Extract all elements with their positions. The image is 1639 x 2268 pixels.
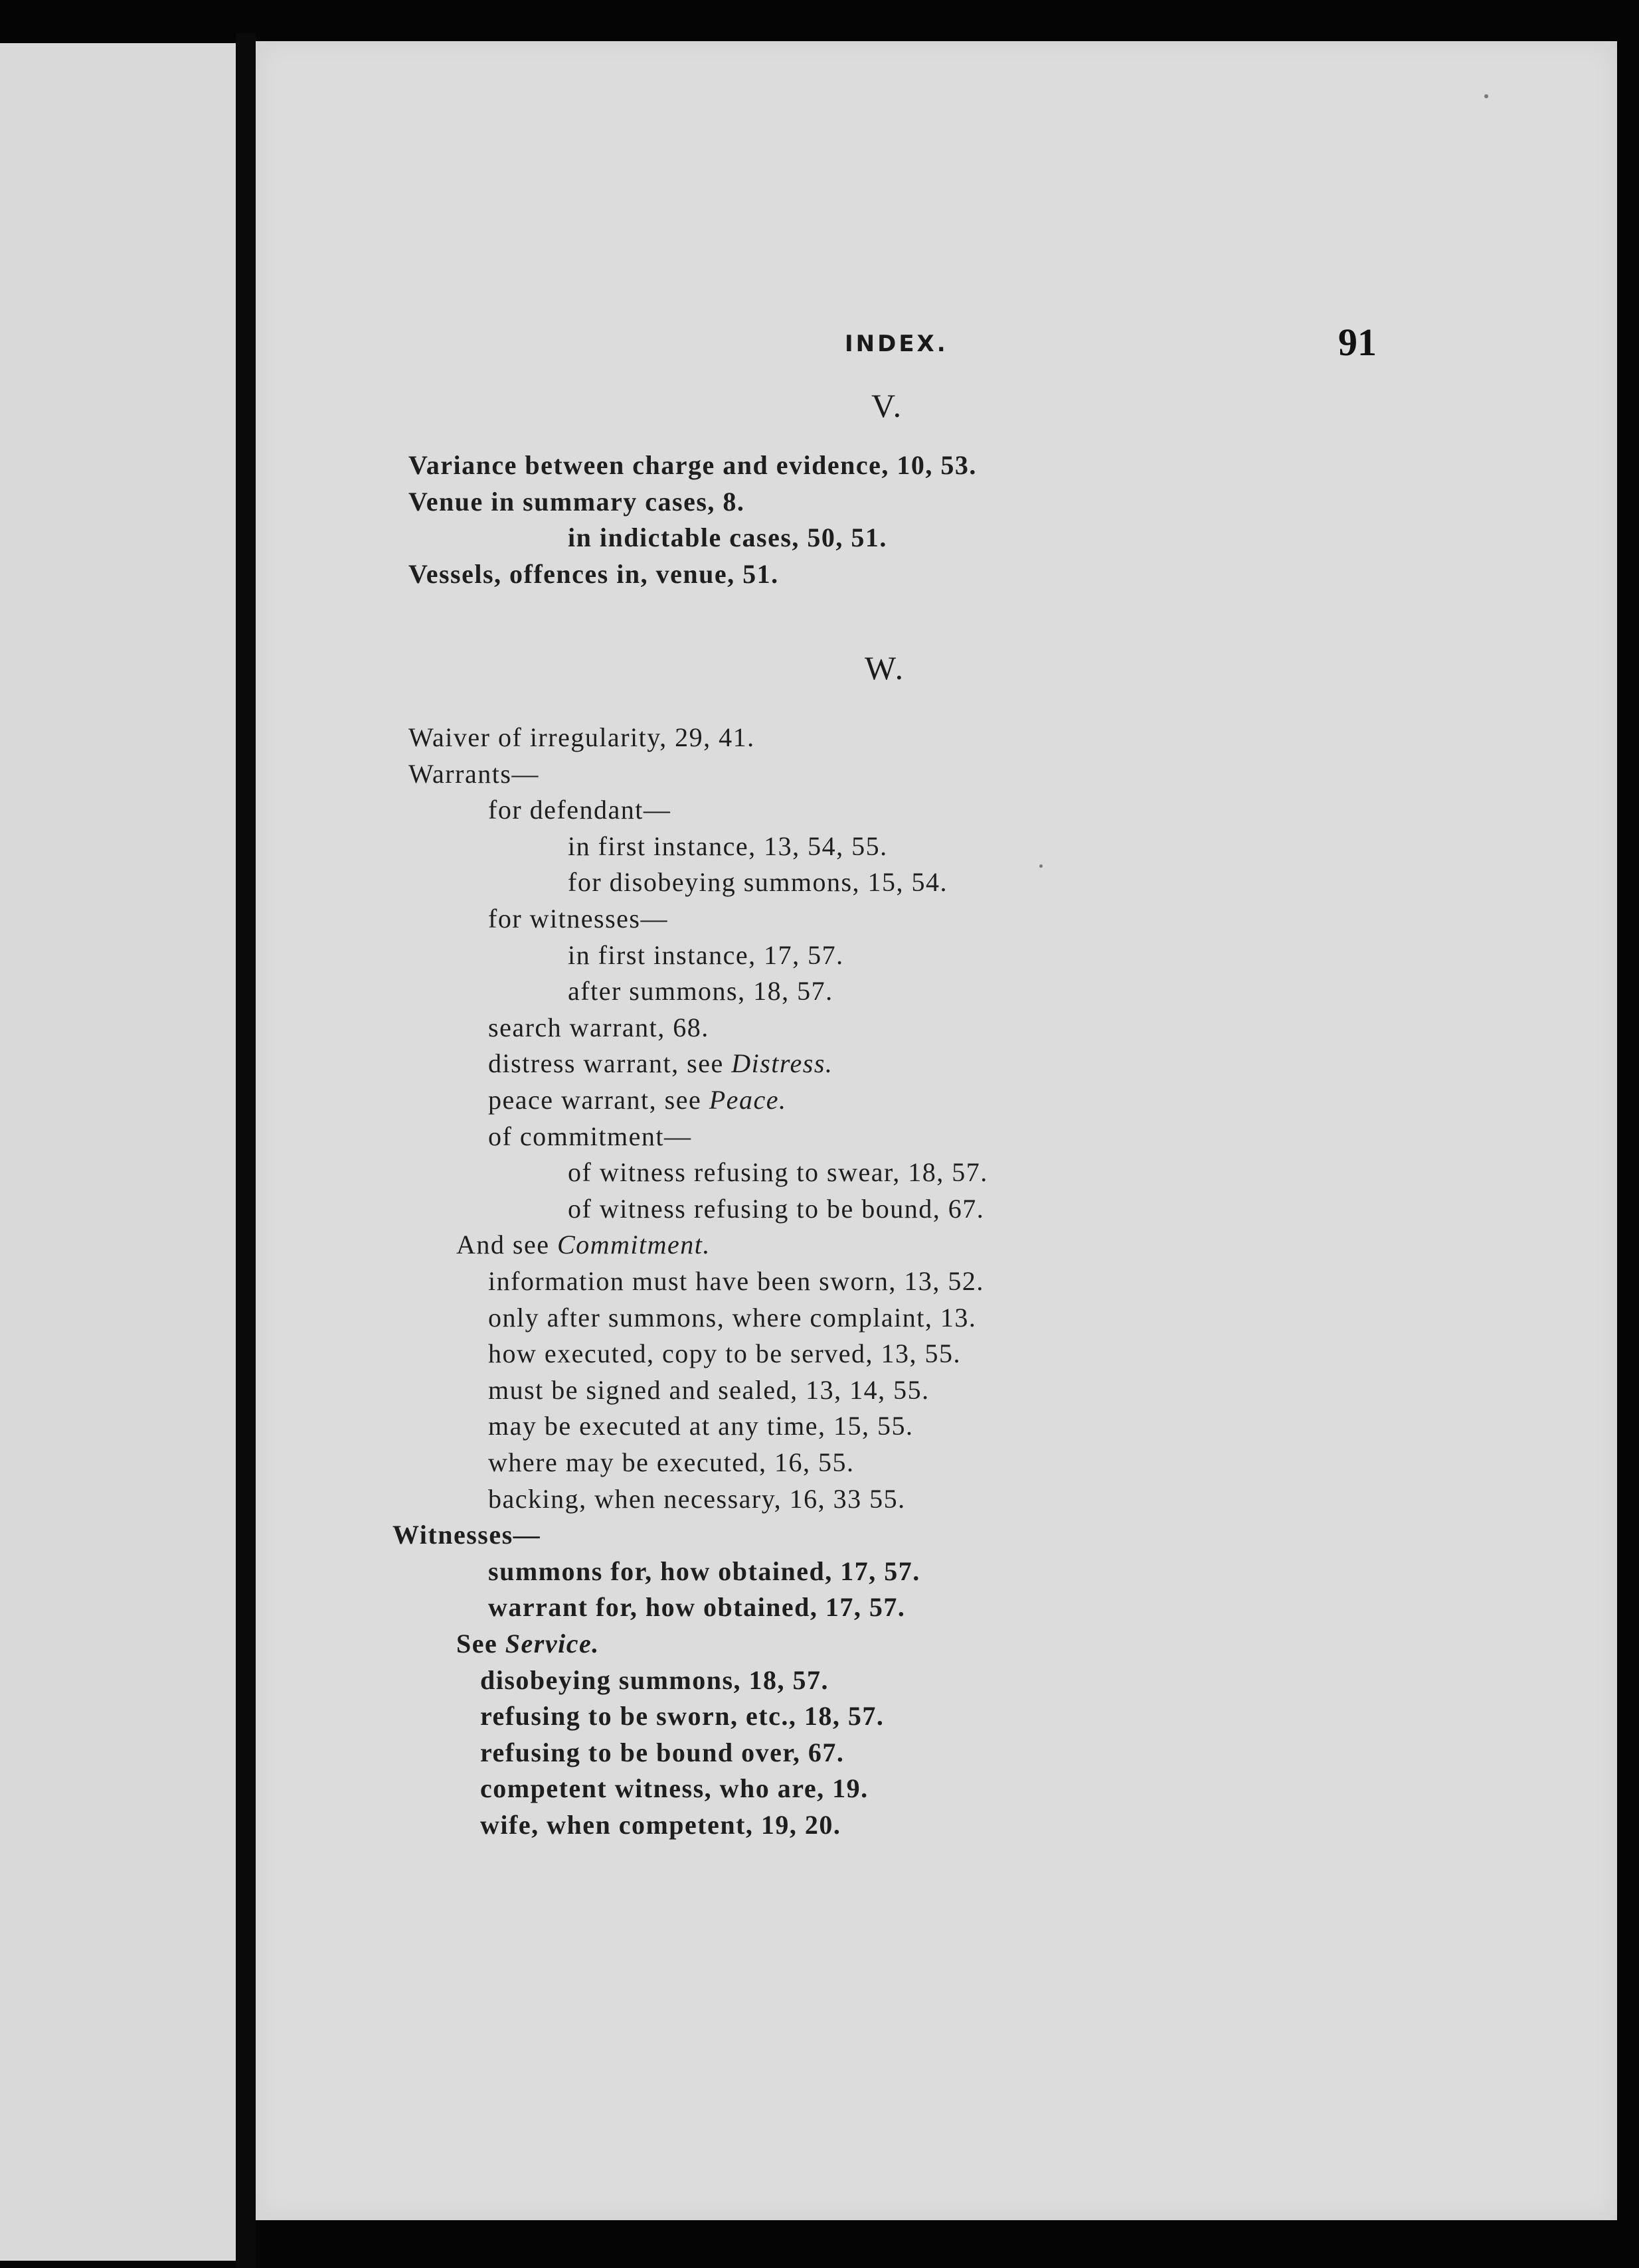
index-entry	[488, 1410, 913, 1441]
entry-text: refusing to be bound over, 67.	[480, 1737, 845, 1767]
entry-text: Vessels, offences in, venue, 51.	[408, 558, 779, 589]
facing-page-edge	[0, 43, 236, 2261]
index-entry	[480, 1700, 884, 1732]
index-entry	[488, 1012, 709, 1043]
index-entry	[488, 1048, 833, 1079]
index-entry	[568, 1193, 984, 1224]
entry-text: distress warrant, see	[488, 1048, 732, 1079]
entry-text: Variance between charge and evidence, 10, 53.	[408, 450, 977, 480]
entry-text: must be signed and sealed, 13, 14, 55.	[488, 1374, 930, 1405]
index-entry	[488, 903, 668, 934]
index-entry	[568, 939, 844, 971]
index-entry	[488, 1084, 786, 1115]
index-entry	[568, 1157, 988, 1188]
entry-text: for disobeying summons, 15, 54.	[568, 867, 948, 898]
entry-text: competent witness, who are, 19.	[480, 1773, 869, 1804]
index-entry	[408, 558, 779, 590]
entry-text: in first instance, 13, 54, 55.	[568, 831, 888, 861]
entry-text: Warrants—	[408, 758, 539, 789]
entry-text: backing, when necessary, 16, 33 55.	[488, 1483, 906, 1514]
index-entry	[488, 1338, 961, 1369]
index-entry	[488, 1374, 930, 1406]
index-entry	[392, 1519, 541, 1550]
entry-text: in first instance, 17, 57.	[568, 939, 844, 970]
index-entry	[480, 1664, 829, 1696]
index-entry	[568, 866, 948, 898]
entry-text: summons for, how obtained, 17, 57.	[488, 1556, 920, 1586]
entry-text: for defendant—	[488, 795, 671, 825]
entry-text: of witness refusing to swear, 18, 57.	[568, 1157, 988, 1188]
section-letter: V.	[871, 387, 904, 424]
entry-text: search warrant, 68.	[488, 1012, 709, 1042]
entry-text: where may be executed, 16, 55.	[488, 1447, 855, 1477]
index-entry	[568, 522, 887, 553]
index-page	[256, 41, 1617, 2220]
entry-text: may be executed at any time, 15, 55.	[488, 1411, 914, 1441]
entry-text: See	[456, 1629, 505, 1659]
index-entry	[488, 1447, 854, 1478]
entry-text: of witness refusing to be bound, 67.	[568, 1193, 985, 1224]
index-entry	[408, 758, 539, 789]
page-header	[256, 300, 1617, 364]
index-entry	[488, 1556, 920, 1587]
entry-text: Venue in summary cases, 8.	[408, 486, 745, 517]
entry-text: of commitment—	[488, 1121, 692, 1151]
entry-text: in indictable cases, 50, 51.	[568, 523, 887, 553]
index-entry	[408, 449, 977, 481]
index-entry	[488, 1121, 692, 1152]
index-entry	[456, 1628, 600, 1659]
entry-text: after summons, 18, 57.	[568, 976, 833, 1007]
entry-text: warrant for, how obtained, 17, 57.	[488, 1592, 906, 1623]
index-entry	[480, 1773, 869, 1804]
cross-reference: Peace.	[709, 1085, 787, 1115]
index-entry	[568, 975, 833, 1007]
entry-text: Waiver of irregularity, 29, 41.	[408, 722, 755, 752]
entry-text: And see	[456, 1230, 557, 1260]
index-entry	[408, 722, 755, 753]
index-entry	[488, 1591, 905, 1623]
index-entry	[480, 1809, 841, 1840]
index-entry	[408, 486, 744, 517]
entry-text: peace warrant, see	[488, 1085, 709, 1115]
page-number: 91	[1338, 321, 1377, 364]
entry-text: for witnesses—	[488, 904, 668, 933]
entry-text: how executed, copy to be served, 13, 55.	[488, 1338, 962, 1369]
entry-text: wife, when competent, 19, 20.	[480, 1810, 841, 1840]
cross-reference: Distress.	[731, 1048, 833, 1079]
book-gutter	[236, 33, 256, 2268]
cross-reference: Service.	[505, 1629, 600, 1659]
entry-text: disobeying summons, 18, 57.	[480, 1664, 829, 1695]
index-entry	[488, 1483, 906, 1514]
index-entry	[488, 1302, 976, 1333]
running-head: INDEX.	[845, 331, 948, 357]
entry-text: Witnesses—	[392, 1520, 541, 1550]
index-entry	[480, 1737, 844, 1768]
index-entry	[456, 1229, 711, 1260]
index-entry	[568, 831, 888, 862]
entry-text: only after summons, where complaint, 13.	[488, 1302, 977, 1333]
section-letter: W.	[865, 649, 906, 687]
scan-speck	[1484, 94, 1488, 98]
cross-reference: Commitment.	[557, 1230, 711, 1260]
index-entry	[488, 794, 671, 825]
scan-speck	[1039, 864, 1043, 868]
index-entry	[488, 1265, 984, 1297]
entry-text: refusing to be sworn, etc., 18, 57.	[480, 1701, 885, 1732]
entry-text: information must have been sworn, 13, 52.	[488, 1266, 984, 1296]
